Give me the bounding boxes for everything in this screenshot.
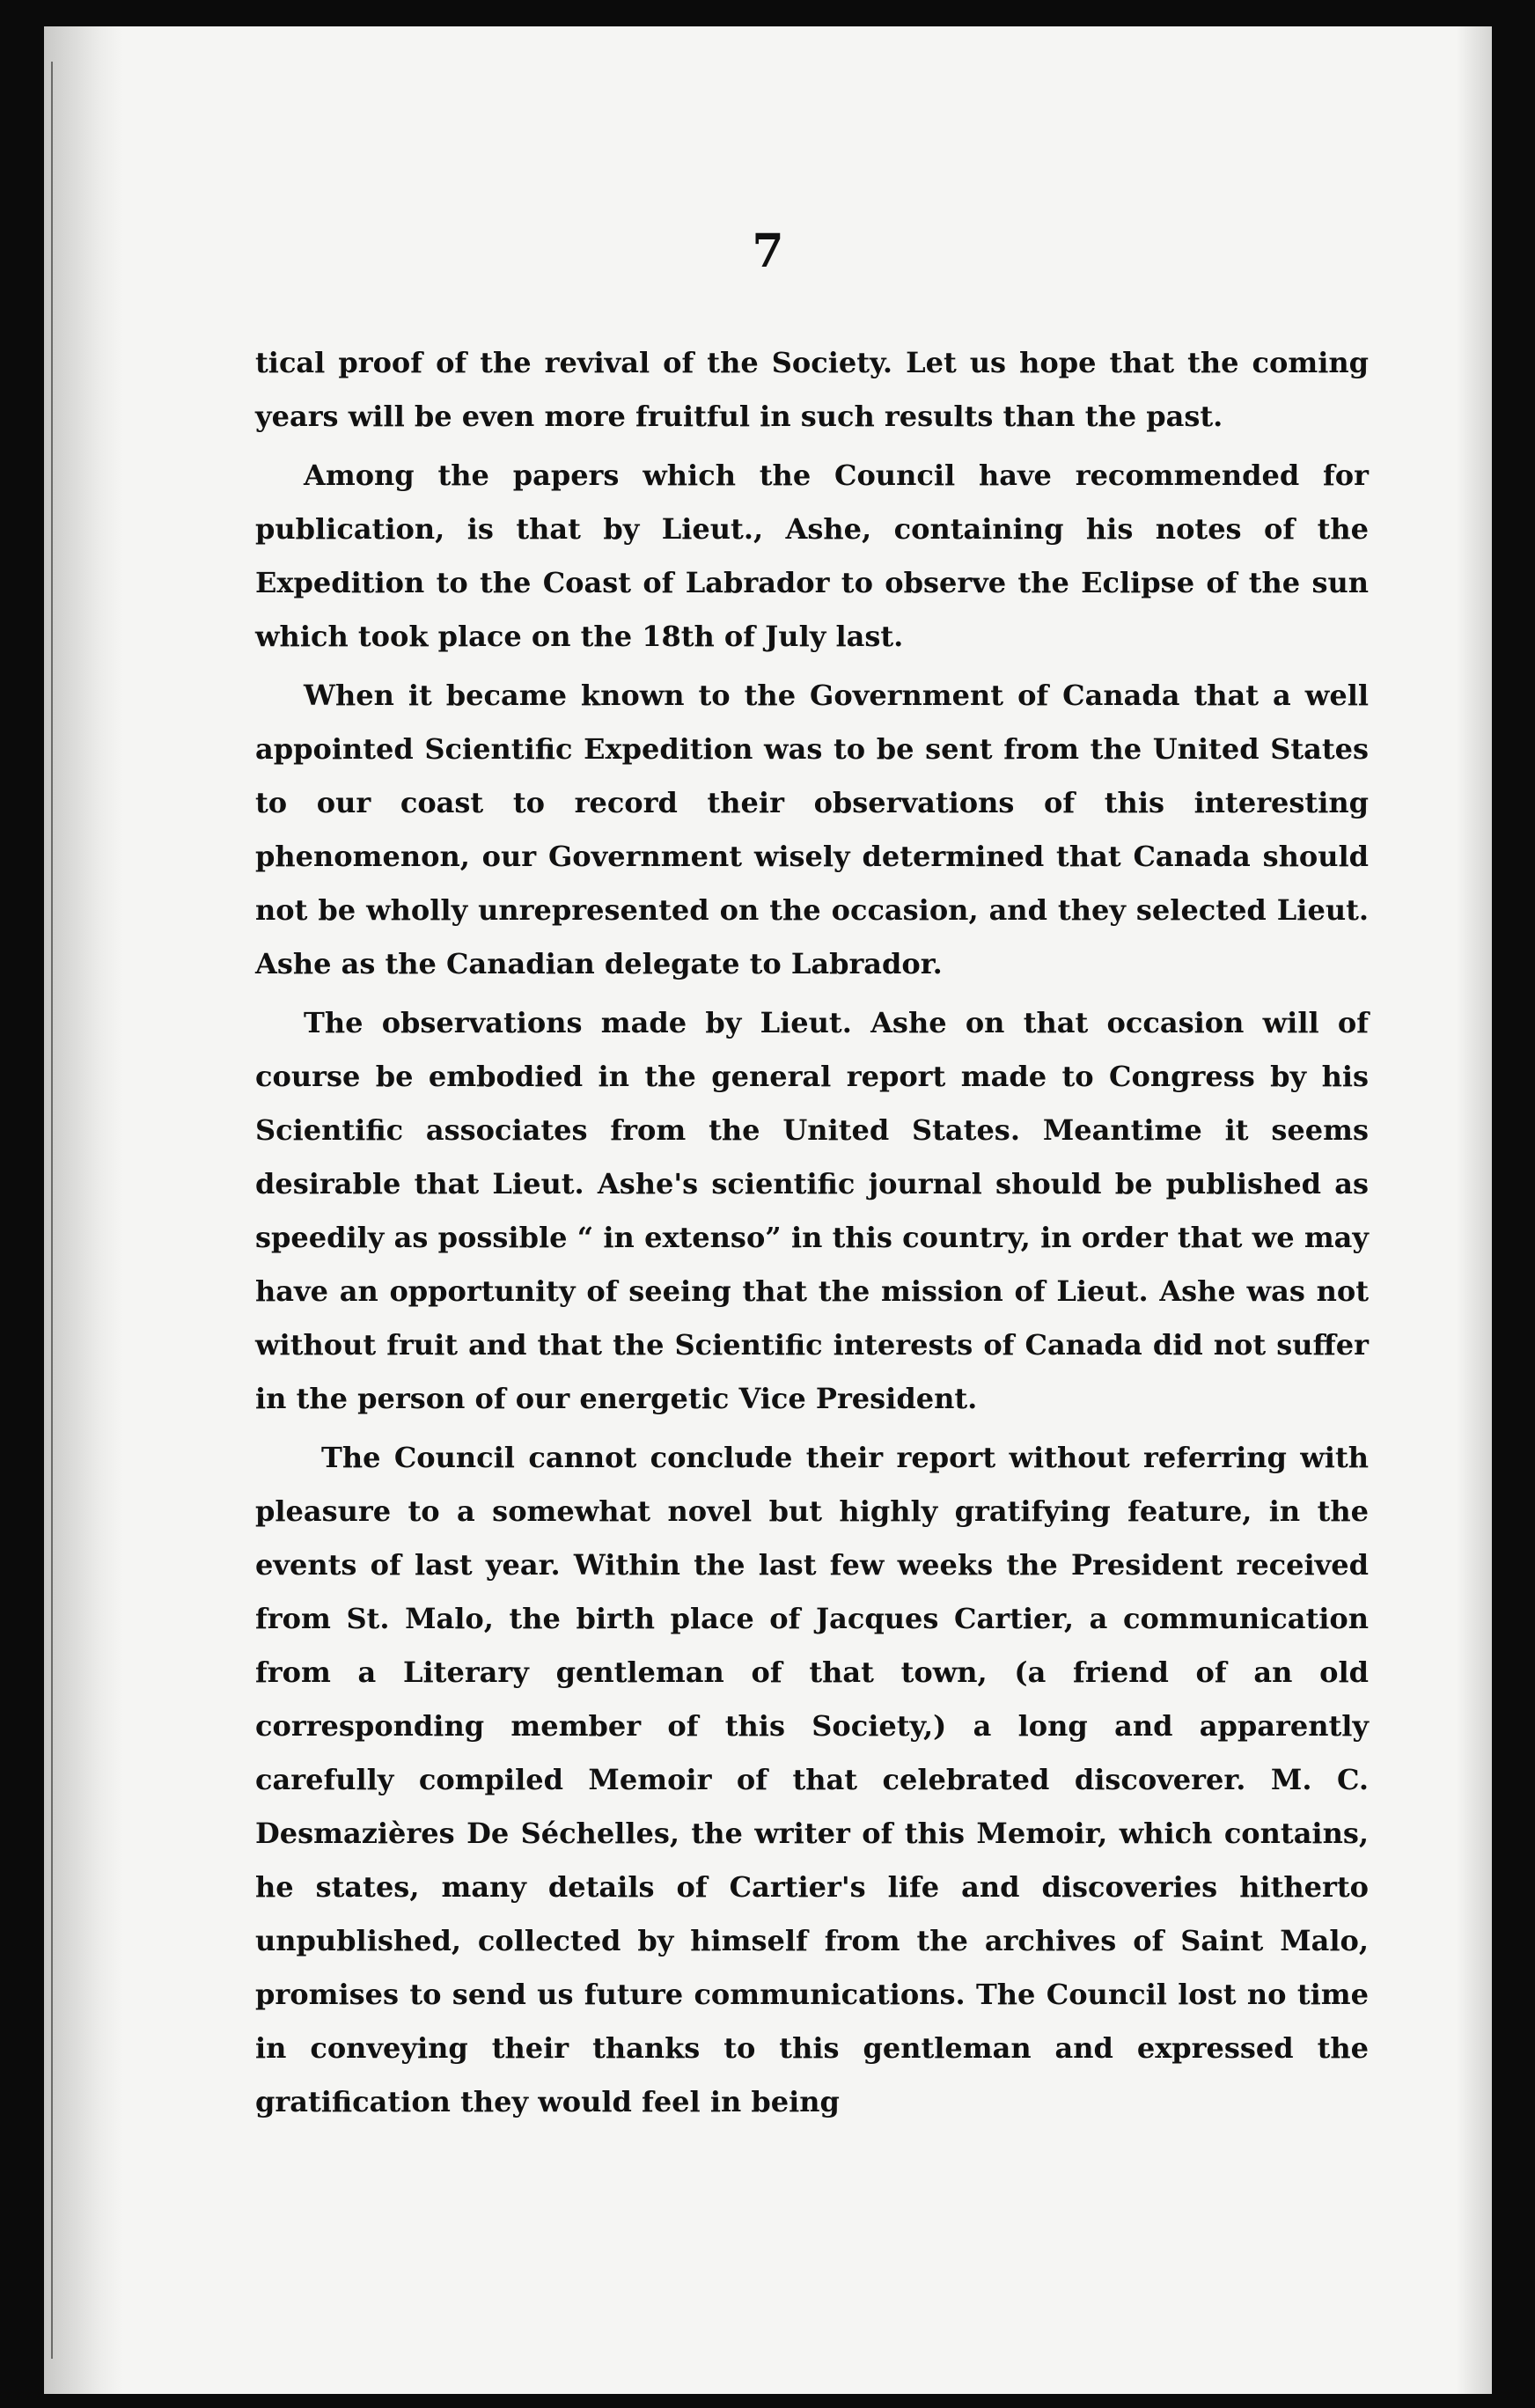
body-text [255, 336, 1369, 2129]
paragraph: Among the papers which the Council have recommended for publication, is that by Lieut., Ashe, containing his notes of the Expedition to the Coast of Labrador to observe the Eclipse of the sun which took place on the 18th of July last. [255, 459, 1369, 653]
paragraph: When it became known to the Government of Canada that a well appointed Scientific Expedition was to be sent from the United States to our coast to record their observations of this interesting phenomenon, our Government wisely determined that Canada should not be wholly unrepresented on the occasion, and they selected Lieut. Ashe as the Canadian delegate to Labrador. [255, 679, 1369, 980]
paragraph: The Council cannot conclude their report without referring with pleasure to a somewhat novel but highly gratifying feature, in the events of last year. Within the last few weeks the President received from St. Malo, the birth place of Jacques Cartier, a communication from a Literary gentleman of that town, (a friend of an old corresponding member of this Society,) a long and apparently carefully compiled Memoir of that celebrated discoverer. M. C. Desmazières De Séchelles, the writer of this Memoir, which contains, he states, many details of Cartier's life and discoveries hitherto unpublished, collected by himself from the archives of Saint Malo, promises to send us future communications. The Council lost no time in conveying their thanks to this gentleman and expressed the gratification they would feel in being [255, 1441, 1369, 2118]
binding-gutter-shadow [44, 26, 123, 2394]
page-number: 7 [752, 224, 784, 278]
scanned-page [44, 26, 1492, 2394]
page-edge-shadow [1457, 26, 1492, 2394]
paragraph: tical proof of the revival of the Society. Let us hope that the coming years will be even more fruitful in such results than the past. [255, 346, 1369, 433]
page-fold-line [51, 62, 53, 2359]
paragraph: The observations made by Lieut. Ashe on that occasion will of course be embodied in the general report made to Congress by his Scientific associates from the United States. Meantime it seems desirable that Lieut. Ashe's scientific journal should be published as speedily as possible “ in extenso” in this country, in order that we may have an opportunity of seeing that the mission of Lieut. Ashe was not without fruit and that the Scientific interests of Canada did not suffer in the person of our energetic Vice President. [255, 1006, 1369, 1415]
